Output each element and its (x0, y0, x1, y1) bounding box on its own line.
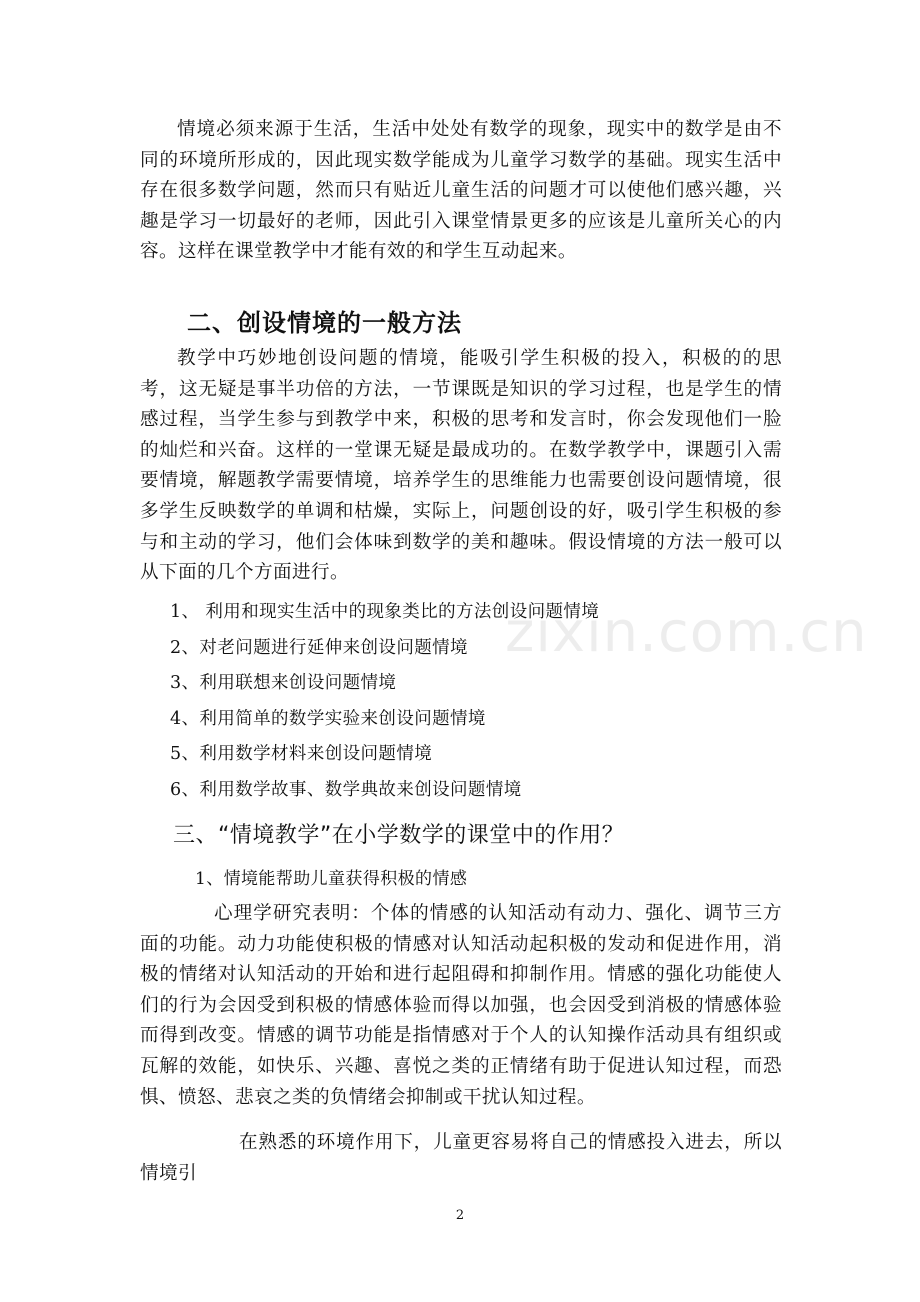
list-item: 2、对老问题进行延伸来创设问题情境 (170, 637, 468, 658)
section-heading-2: 二、创设情境的一般方法 (187, 309, 462, 337)
list-item: 6、利用数学故事、数学典故来创设问题情境 (170, 779, 522, 800)
paragraph-1: 情境必须来源于生活，生活中处处有数学的现象，现实中的数学是由不同的环境所形成的，因此现实数学能成为儿童学习数学的基础。现实生活中存在很多数学问题，然而只有贴近儿童生活的问题才可以使他们感兴趣，兴趣是学习一切最好的老师，因此引入课堂情景更多的应该是儿童所关心的内容。这样在课堂教学中才能有效的和学生互动起来。 (140, 119, 782, 263)
list-item: 3、利用联想来创设问题情境 (170, 673, 397, 694)
paragraph-2: 教学中巧妙地创设问题的情境，能吸引学生积极的投入，积极的的思考，这无疑是事半功倍的方法，一节课既是知识的学习过程，也是学生的情感过程，当学生参与到教学中来，积极的思考和发言时，你会发现他们一脸的灿烂和兴奋。这样的一堂课无疑是最成功的。在数学教学中，课题引入需要情境，解题教学需要情境，培养学生的思维能力也需要创设问题情境，很多学生反映数学的单调和枯燥，实际上，问题创设的好，吸引学生积极的参与和主动的学习，他们会体味到数学的美和趣味。假设情境的方法一般可以从下面的几个方面进行。 (140, 348, 782, 584)
section-heading-3: 三、“情境教学”在小学数学的课堂中的作用？ (173, 823, 625, 848)
list-item: 5、利用数学材料来创设问题情境 (170, 744, 433, 765)
page-number: 2 (455, 1208, 465, 1223)
paragraph-4: 在熟悉的环境作用下，儿童更容易将自己的情感投入进去，所以情境引 (140, 1132, 782, 1184)
sub-heading-1: 1、情境能帮助儿童获得积极的情感 (195, 869, 468, 889)
list-item: 1、 利用和现实生活中的现象类比的方法创设问题情境 (170, 602, 600, 622)
list-item: 4、利用简单的数学实验来创设问题情境 (170, 708, 486, 729)
paragraph-3: 心理学研究表明：个体的情感的认知活动有动力、强化、调节三方面的功能。动力功能使积极的情感对认知活动起积极的发动和促进作用，消极的情绪对认知活动的开始和进行起阻碍和抑制作用。情感的强化功能使人们的行为会因受到积极的情感体验而得以加强，也会因受到消极的情感体验而得到改变。情感的调节功能是指情感对于个人的认知操作活动具有组织或瓦解的效能，如快乐、兴趣、喜悦之类的正情绪有助于促进认知过程，而恐惧、愤怒、悲哀之类的负情绪会抑制或干扰认知过程。 (140, 903, 782, 1108)
watermark: zixin.com.cn (505, 600, 868, 665)
